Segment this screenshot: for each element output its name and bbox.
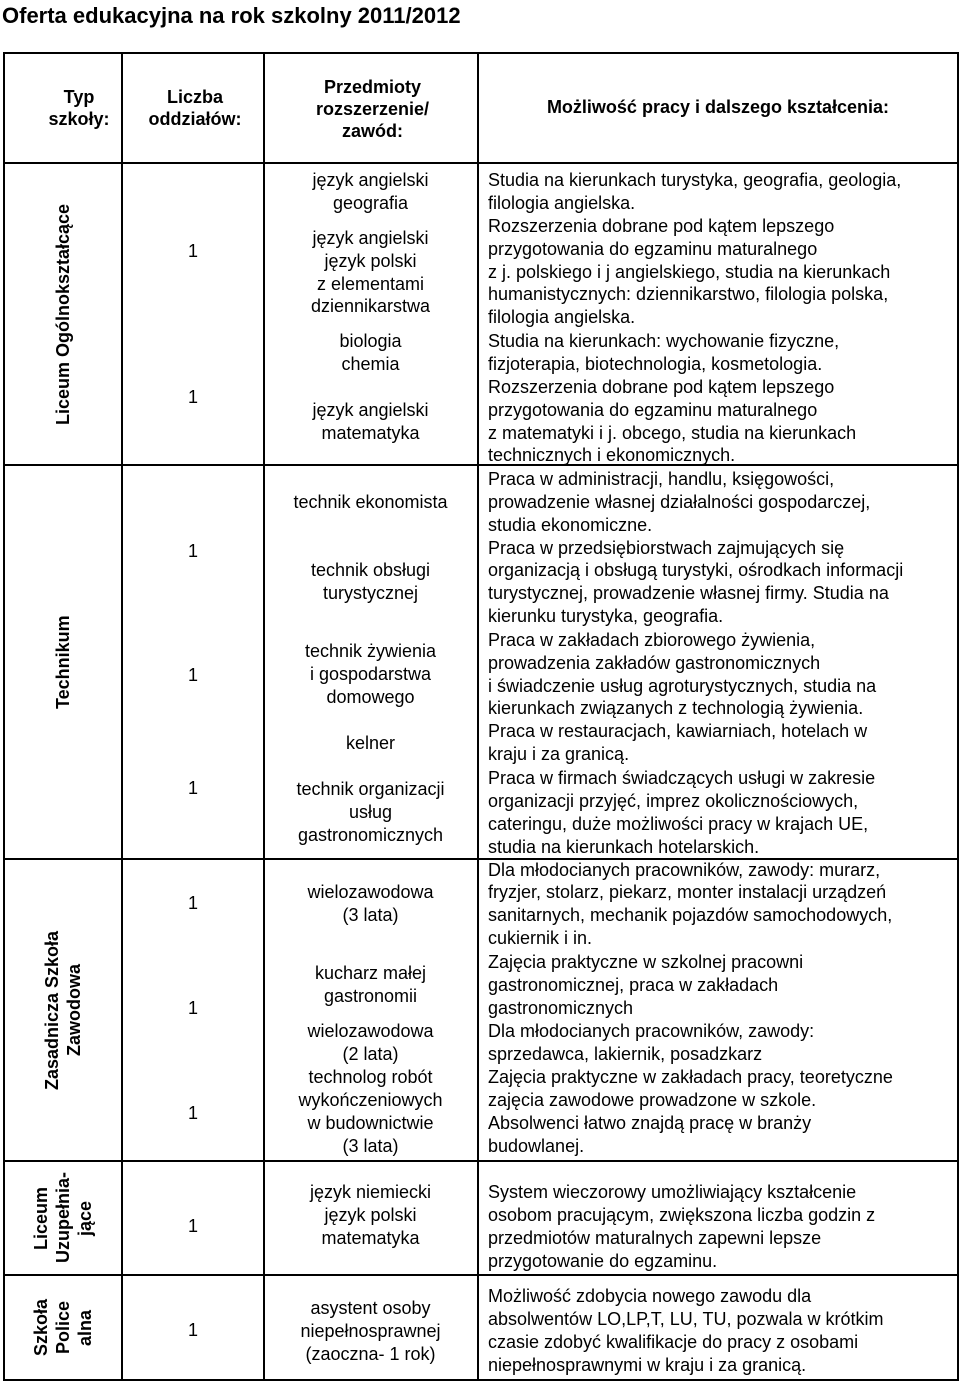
prospects-line: System wieczorowy umożliwiający kształcenie xyxy=(488,1182,857,1202)
header-subjects xyxy=(295,76,450,142)
prospects-line: filologia angielska. xyxy=(488,193,636,213)
subject-line: turystycznej xyxy=(322,583,419,603)
subject-line: technolog robót xyxy=(308,1067,433,1087)
education-offer-table xyxy=(0,52,959,1381)
subject-line: (2 lata) xyxy=(342,1044,399,1064)
class-count: 1 xyxy=(187,1216,198,1236)
prospects-line: Rozszerzenia dobrane pod kątem lepszego xyxy=(488,377,835,397)
prospects-line: zajęcia zawodowe prowadzone w szkole. xyxy=(488,1090,817,1110)
subject-line: kucharz małej xyxy=(314,963,427,983)
prospects-line: osobom pracującym, zwiększona liczba godzin z xyxy=(488,1205,876,1225)
prospects-line: niepełnosprawnymi w kraju i za granicą. xyxy=(488,1355,807,1375)
prospects-line: technicznych i ekonomicznych. xyxy=(488,445,736,465)
prospects-line: i świadczenie usług agroturystycznych, studia na xyxy=(488,676,877,696)
table-row-divider xyxy=(3,162,959,164)
prospects-line: cateringu, duże możliwości pracy w krajach UE, xyxy=(488,814,869,834)
prospects-line: Praca w zakładach zbiorowego żywienia, xyxy=(488,630,816,650)
header-prospects xyxy=(479,96,957,118)
class-count: 1 xyxy=(187,665,198,685)
header-class-count xyxy=(140,86,250,130)
subject-line: domowego xyxy=(326,687,415,707)
prospects-line: Praca w firmach świadczących usługi w zakresie xyxy=(488,768,876,788)
subject-line: (zaoczna- 1 rok) xyxy=(305,1344,436,1364)
school-type-label: Szkoła Police alna xyxy=(31,1298,95,1357)
subject-line: dziennikarstwa xyxy=(310,296,431,316)
prospects-line: Możliwość zdobycia nowego zawodu dla xyxy=(488,1286,812,1306)
prospects-line: Absolwenci łatwo znajdą pracę w branży xyxy=(488,1113,812,1133)
page-title: Oferta edukacyjna na rok szkolny 2011/2012 xyxy=(2,3,461,28)
school-type-liceum-ogolnoksztalcace xyxy=(5,164,121,464)
subject-line: biologia xyxy=(339,331,402,351)
subject-line: język polski xyxy=(324,251,417,271)
subject-line: asystent osoby xyxy=(310,1298,431,1318)
prospects-line: przygotowania do egzaminu maturalnego xyxy=(488,400,818,420)
header-subjects-label: Przedmioty rozszerzenie/ zawód: xyxy=(315,77,430,141)
prospects-line: gastronomicznej, praca w zakładach xyxy=(488,975,779,995)
class-count: 1 xyxy=(187,1103,198,1123)
prospects-line: kierunkach związanych z technologią żywienia. xyxy=(488,698,864,718)
prospects-line: czasie zdobyć kwalifikacje do pracy z osobami xyxy=(488,1332,859,1352)
subject-line: gastronomicznych xyxy=(297,825,444,845)
subject-line: język angielski xyxy=(312,228,429,248)
subject-line: (3 lata) xyxy=(342,905,399,925)
prospects-line: Praca w administracji, handlu, księgowości, xyxy=(488,469,835,489)
prospects-line: organizacją i obsługą turystyki, ośrodkach informacji xyxy=(488,560,904,580)
prospects-line: prowadzenia zakładów gastronomicznych xyxy=(488,653,821,673)
prospects-line: kierunku turystyka, geografia. xyxy=(488,606,724,626)
prospects-line: Rozszerzenia dobrane pod kątem lepszego xyxy=(488,216,835,236)
prospects-line: turystycznej, prowadzenie własnej firmy. Studia na xyxy=(488,583,889,603)
subject-line: wielozawodowa xyxy=(307,1021,434,1041)
prospects-line: cukiernik i in. xyxy=(488,928,593,948)
class-count: 1 xyxy=(187,387,198,407)
subject-line: język niemiecki xyxy=(309,1182,432,1202)
prospects-line: Studia na kierunkach turystyka, geografia, geologia, xyxy=(488,170,902,190)
subject-line: język angielski xyxy=(312,170,429,190)
table-row-divider xyxy=(3,1160,959,1162)
prospects-line: Dla młodocianych pracowników, zawody: xyxy=(488,1021,815,1041)
prospects-line: przygotowania do egzaminu maturalnego xyxy=(488,239,818,259)
school-type-liceum-uzupelniajace xyxy=(5,1162,121,1274)
subject-line: z elementami xyxy=(316,274,425,294)
prospects-line: studia na kierunkach hotelarskich. xyxy=(488,837,760,857)
subject-line: niepełnosprawnej xyxy=(300,1321,441,1341)
prospects-line: sprzedawca, lakiernik, posadzkarz xyxy=(488,1044,763,1064)
prospects-line: Dla młodocianych pracowników, zawody: murarz, xyxy=(488,860,881,880)
school-type-technikum xyxy=(5,466,121,858)
header-school-type-label: Typ szkoły: xyxy=(48,87,110,129)
subject-line: technik obsługi xyxy=(310,560,431,580)
header-school-type xyxy=(40,86,118,130)
class-count: 1 xyxy=(187,998,198,1018)
school-type-label: Liceum Uzupełnia-jące xyxy=(31,1171,95,1263)
table-row-divider xyxy=(3,1274,959,1276)
prospects-line: przedmiotów maturalnych zapewni lepsze xyxy=(488,1228,822,1248)
prospects-line: prowadzenie własnej działalności gospodarczej, xyxy=(488,492,871,512)
subject-line: chemia xyxy=(341,354,400,374)
school-type-szkola-policealna xyxy=(5,1276,121,1379)
prospects-line: Praca w przedsiębiorstwach zajmujących się xyxy=(488,538,845,558)
prospects-line: sanitarnych, mechanik pojazdów samochodowych, xyxy=(488,905,893,925)
header-prospects-label: Możliwość pracy i dalszego kształcenia: xyxy=(546,97,890,117)
class-count: 1 xyxy=(187,541,198,561)
table-column-divider xyxy=(477,52,479,1381)
prospects-line: budowlanej. xyxy=(488,1136,585,1156)
prospects-line: Praca w restauracjach, kawiarniach, hotelach w xyxy=(488,721,868,741)
prospects-line: filologia angielska. xyxy=(488,307,636,327)
subject-line: technik żywienia xyxy=(304,641,437,661)
prospects-line: z j. polskiego i j angielskiego, studia na kierunkach xyxy=(488,262,891,282)
school-type-label: Technikum xyxy=(53,615,73,709)
subject-line: wykończeniowych xyxy=(298,1090,443,1110)
subject-line: i gospodarstwa xyxy=(309,664,432,684)
prospects-line: przygotowanie do egzaminu. xyxy=(488,1251,718,1271)
prospects-line: fizjoterapia, biotechnologia, kosmetologia. xyxy=(488,354,823,374)
subject-line: (3 lata) xyxy=(342,1136,399,1156)
prospects-line: fryzjer, stolarz, piekarz, monter instalacji urządzeń xyxy=(488,882,887,902)
prospects-line: absolwentów LO,LP,T, LU, TU, pozwala w krótkim xyxy=(488,1309,884,1329)
subject-line: wielozawodowa xyxy=(307,882,434,902)
prospects-line: z matematyki i j. obcego, studia na kierunkach xyxy=(488,423,857,443)
subject-line: język angielski xyxy=(312,400,429,420)
prospects-line: organizacji przyjęć, imprez okolicznościowych, xyxy=(488,791,859,811)
subject-line: język polski xyxy=(324,1205,417,1225)
school-type-label: Zasadnicza Szkoła Zawodowa xyxy=(42,930,84,1090)
subject-line: kelner xyxy=(345,733,396,753)
prospects-line: Zajęcia praktyczne w zakładach pracy, teoretyczne xyxy=(488,1067,893,1087)
subject-line: usług xyxy=(348,802,393,822)
subject-line: technik ekonomista xyxy=(293,492,448,512)
table-border-right xyxy=(957,52,959,1381)
subject-line: matematyka xyxy=(321,423,420,443)
table-border-top xyxy=(3,52,959,54)
class-count: 1 xyxy=(187,778,198,798)
subject-line: w budownictwie xyxy=(307,1113,434,1133)
school-type-zasadnicza-szkola-zawodowa xyxy=(5,860,121,1160)
subject-line: gastronomii xyxy=(323,986,418,1006)
subject-line: geografia xyxy=(332,193,409,213)
prospects-line: gastronomicznych xyxy=(488,998,634,1018)
school-type-label: Liceum Ogólnokształcące xyxy=(53,203,73,425)
prospects-line: Studia na kierunkach: wychowanie fizyczne, xyxy=(488,331,840,351)
prospects-line: humanistycznych: dziennikarstwo, filologia polska, xyxy=(488,284,889,304)
class-count: 1 xyxy=(187,893,198,913)
prospects-line: kraju i za granicą. xyxy=(488,744,630,764)
prospects-line: studia ekonomiczne. xyxy=(488,515,653,535)
subject-line: technik organizacji xyxy=(296,779,445,799)
class-count: 1 xyxy=(187,241,198,261)
subject-line: matematyka xyxy=(321,1228,420,1248)
prospects-line: Zajęcia praktyczne w szkolnej pracowni xyxy=(488,952,804,972)
header-class-count-label: Liczba oddziałów: xyxy=(148,87,242,129)
class-count: 1 xyxy=(187,1320,198,1340)
